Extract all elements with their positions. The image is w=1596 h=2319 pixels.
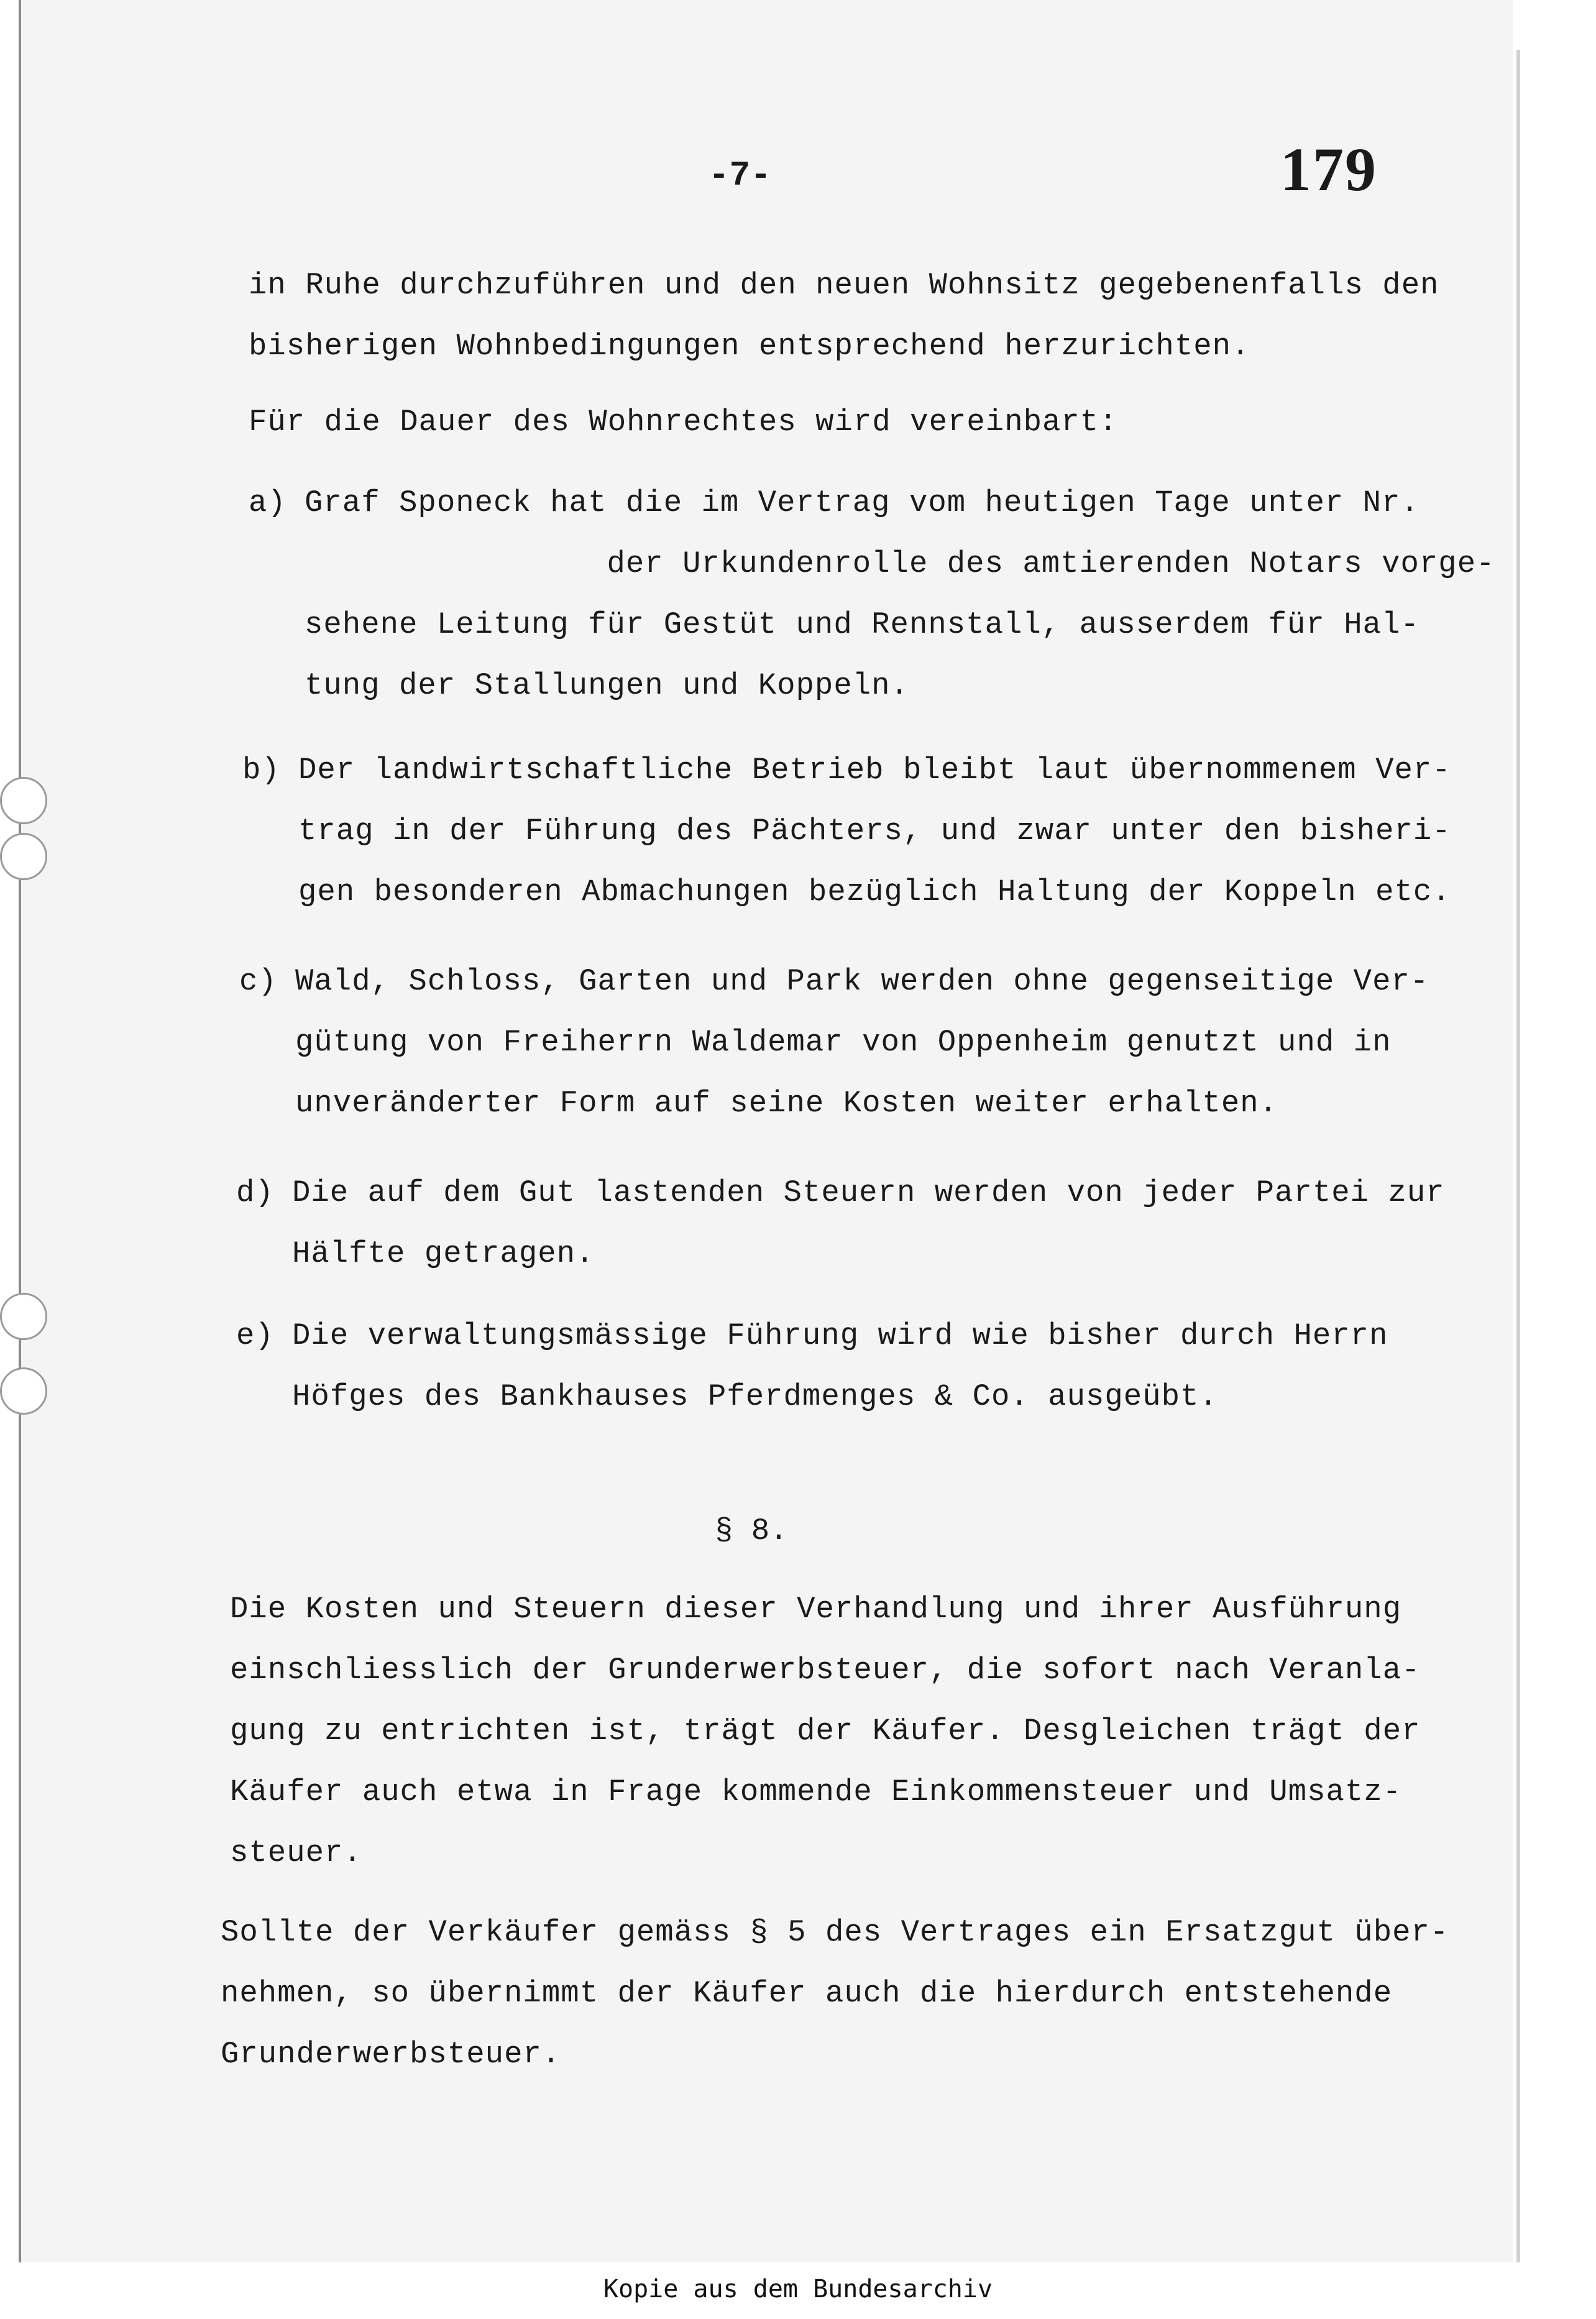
text-line: trag in der Führung des Pächters, und zwar unter den bisheri-	[298, 814, 1451, 848]
page-number: 179	[1280, 135, 1377, 204]
section-paragraph	[230, 1579, 1421, 1883]
binder-hole	[0, 833, 47, 880]
item-e	[292, 1305, 1388, 1427]
item-letter: a)	[249, 485, 287, 520]
text-line: gen besonderen Abmachungen bezüglich Haltung der Koppeln etc.	[298, 875, 1451, 909]
text-line: sehene Leitung für Gestüt und Rennstall, ausserdem für Hal-	[305, 607, 1419, 642]
text-line: Käufer auch etwa in Frage kommende Einkommensteuer und Umsatz-	[230, 1775, 1402, 1809]
text-line: der Urkundenrolle des amtierenden Notars vorge-	[305, 546, 1495, 581]
archive-caption: Kopie aus dem Bundesarchiv	[603, 2275, 993, 2303]
text-line: Grunderwerbsteuer.	[221, 2037, 561, 2072]
item-letter: e)	[236, 1318, 274, 1353]
text-line: steuer.	[230, 1835, 362, 1870]
section-heading: § 8.	[715, 1513, 788, 1548]
text-line: Wald, Schloss, Garten und Park werden ohne gegenseitige Ver-	[295, 964, 1429, 999]
text-line: nehmen, so übernimmt der Käufer auch die hierdurch entstehende	[221, 1976, 1393, 2011]
binder-hole	[0, 1367, 47, 1415]
agreement-intro: Für die Dauer des Wohnrechtes wird vereinbart:	[249, 405, 1118, 439]
text-line: gütung von Freiherrn Waldemar von Oppenheim genutzt und in	[295, 1025, 1392, 1060]
text-line: Höfges des Bankhauses Pferdmenges & Co. ausgeübt.	[292, 1379, 1218, 1414]
section-paragraph	[221, 1902, 1449, 2085]
text-line: unveränderter Form auf seine Kosten weiter erhalten.	[295, 1086, 1278, 1121]
intro-paragraph	[249, 255, 1439, 377]
item-letter: d)	[236, 1175, 274, 1210]
item-d	[292, 1162, 1445, 1284]
text-line: Die Kosten und Steuern dieser Verhandlung und ihrer Ausführung	[230, 1592, 1402, 1627]
item-b	[298, 740, 1451, 922]
text-line: einschliesslich der Grunderwerbsteuer, die sofort nach Veranla-	[230, 1653, 1421, 1688]
text-line: Hälfte getragen.	[292, 1236, 595, 1271]
item-letter: b)	[242, 753, 280, 788]
item-letter: c)	[239, 964, 277, 999]
text-line: Der landwirtschaftliche Betrieb bleibt laut übernommenem Ver-	[298, 753, 1451, 788]
item-c	[295, 951, 1429, 1134]
text-line: tung der Stallungen und Koppeln.	[305, 668, 909, 703]
text-line: Graf Sponeck hat die im Vertrag vom heutigen Tage unter Nr.	[305, 485, 1419, 520]
text-line: gung zu entrichten ist, trägt der Käufer. Desgleichen trägt der	[230, 1714, 1421, 1748]
binder-hole	[0, 777, 47, 824]
text-line: Die verwaltungsmässige Führung wird wie bisher durch Herrn	[292, 1318, 1388, 1353]
text-line: in Ruhe durchzuführen und den neuen Wohnsitz gegebenenfalls den	[249, 268, 1439, 303]
text-line: bisherigen Wohnbedingungen entsprechend herzurichten.	[249, 329, 1250, 364]
binder-hole	[0, 1293, 47, 1340]
page-marker: -7-	[709, 155, 771, 195]
text-line: Die auf dem Gut lastenden Steuern werden von jeder Partei zur	[292, 1175, 1445, 1210]
text-line: Sollte der Verkäufer gemäss § 5 des Vertrages ein Ersatzgut über-	[221, 1915, 1449, 1950]
page-edge	[1516, 50, 1520, 2262]
item-a	[305, 472, 1495, 716]
